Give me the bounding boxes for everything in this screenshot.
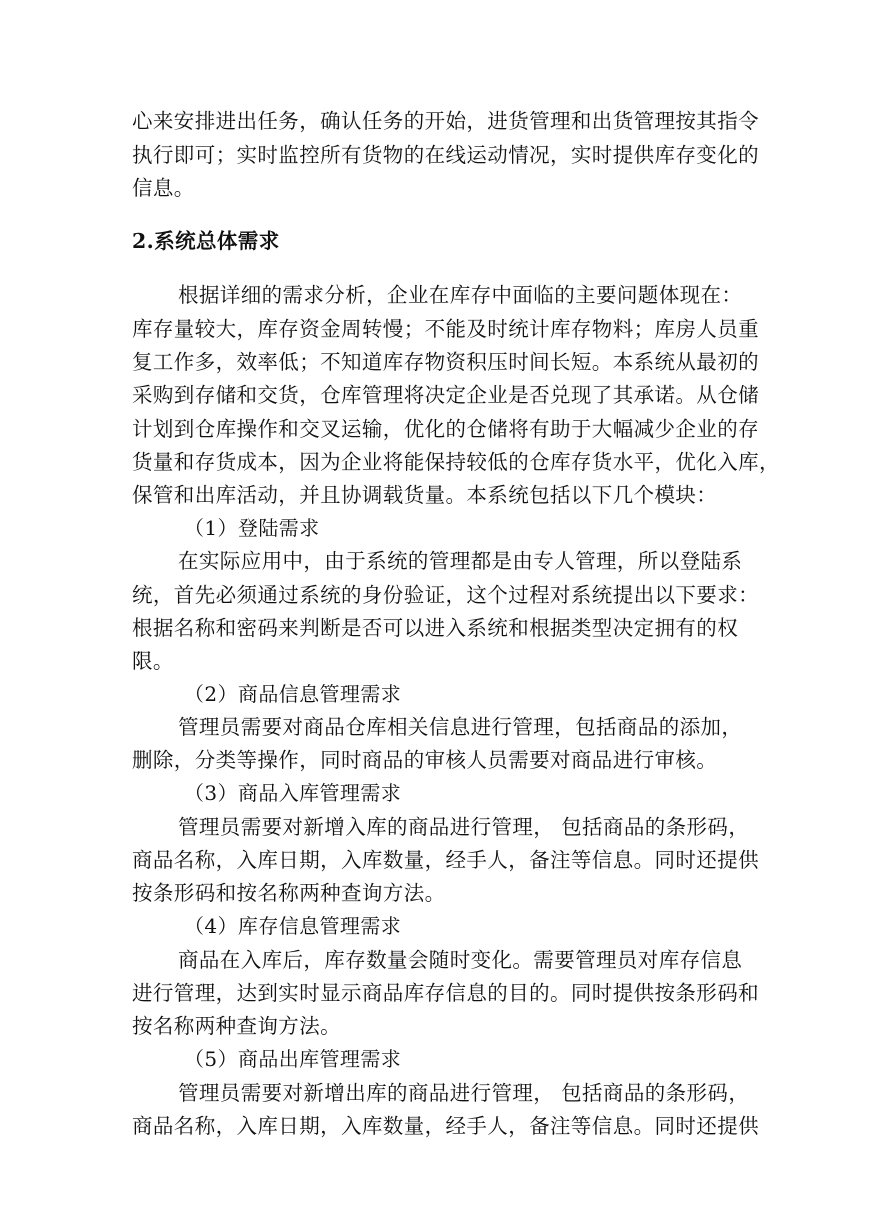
module-2-title: （2）商品信息管理需求	[184, 682, 402, 706]
intro-line-1: 心来安排进出任务，确认任务的开始，进货管理和出货管理按其指令	[132, 109, 759, 133]
module-4-line-2: 进行管理，达到实时显示商品库存信息的目的。同时提供按条形码和	[132, 981, 759, 1005]
overview-line-1: 根据详细的需求分析，企业在库存中面临的主要问题体现在：	[178, 283, 743, 307]
module-1-title: （1）登陆需求	[184, 516, 320, 540]
module-4-line-3: 按名称两种查询方法。	[132, 1014, 341, 1038]
module-1-line-3: 根据名称和密码来判断是否可以进入系统和根据类型决定拥有的权	[132, 616, 739, 640]
module-2-line-2: 删除，分类等操作，同时商品的审核人员需要对商品进行审核。	[132, 748, 718, 772]
overview-line-2: 库存量较大，库存资金周转慢；不能及时统计库存物料；库房人员重	[132, 317, 759, 341]
intro-line-3: 信息。	[132, 176, 195, 200]
module-3-line-2: 商品名称，入库日期，入库数量，经手人，备注等信息。同时还提供	[132, 848, 759, 872]
overview-line-3: 复工作多，效率低；不知道库存物资积压时间长短。本系统从最初的	[132, 350, 759, 374]
overview-line-4: 采购到存储和交货，仓库管理将决定企业是否兑现了其承诺。从仓储	[132, 383, 759, 407]
module-5-line-2: 商品名称，入库日期，入库数量，经手人，备注等信息。同时还提供	[132, 1114, 759, 1138]
section-heading: 2.系统总体需求	[132, 229, 280, 253]
module-3-title: （3）商品入库管理需求	[184, 781, 402, 805]
overview-line-7: 保管和出库活动，并且协调载货量。本系统包括以下几个模块：	[132, 483, 718, 507]
module-4-title: （4）库存信息管理需求	[184, 914, 402, 938]
module-1-line-2: 统，首先必须通过系统的身份验证，这个过程对系统提出以下要求：	[132, 583, 759, 607]
module-2-line-1: 管理员需要对商品仓库相关信息进行管理，包括商品的添加，	[178, 715, 743, 739]
module-1-line-4: 限。	[132, 649, 174, 673]
module-3-line-1: 管理员需要对新增入库的商品进行管理， 包括商品的条形码，	[178, 815, 750, 839]
module-4-line-1: 商品在入库后，库存数量会随时变化。需要管理员对库存信息	[178, 948, 743, 972]
module-5-line-1: 管理员需要对新增出库的商品进行管理， 包括商品的条形码，	[178, 1081, 750, 1105]
intro-line-2: 执行即可；实时监控所有货物的在线运动情况，实时提供库存变化的	[132, 143, 759, 167]
overview-line-6: 货量和存货成本，因为企业将能保持较低的仓库存货水平，优化入库，	[132, 450, 780, 474]
module-5-title: （5）商品出库管理需求	[184, 1047, 402, 1071]
overview-line-5: 计划到仓库操作和交叉运输，优化的仓储将有助于大幅减少企业的存	[132, 417, 759, 441]
module-3-line-3: 按条形码和按名称两种查询方法。	[132, 881, 446, 905]
module-1-line-1: 在实际应用中，由于系统的管理都是由专人管理，所以登陆系	[178, 549, 743, 573]
